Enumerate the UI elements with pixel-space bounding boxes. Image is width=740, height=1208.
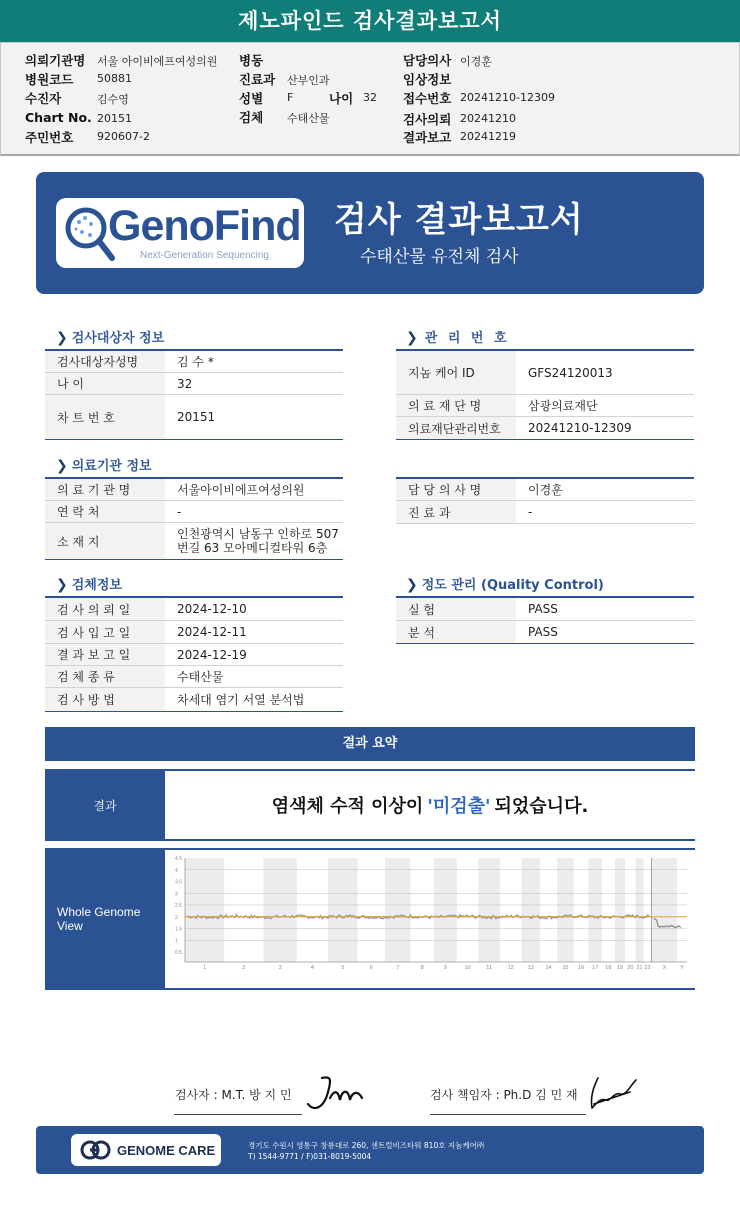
patient-info-box [0,42,740,156]
management-section-title: ❯ 관 리 번 호 [406,330,510,346]
report-date-label: 결과보고 [403,130,452,145]
ward-label: 병동 [239,53,264,68]
x-tick-label: 6 [369,965,373,971]
banner-title: 검사 결과보고서 [334,200,584,240]
x-tick-label: 11 [486,965,493,971]
x-tick-label: 14 [545,965,552,971]
table-row: 나 이 32 [45,373,343,395]
qc-section-title: ❯ 정도 관리 (Quality Control) [406,577,604,593]
age-value: 32 [363,91,377,104]
director-signature-icon [584,1072,640,1116]
chromosome-band [589,858,602,962]
sex-value: F [287,91,294,104]
chromosome-band [263,858,296,962]
y-tick-label: 2 [175,914,178,921]
specimen-label: 검체 [239,110,264,125]
chromosome-band [385,858,410,962]
doctor-value: 이경훈 [460,55,492,68]
table-row: 결 과 보 고 일 2024-12-19 [45,644,343,666]
whole-genome-chart [165,850,695,988]
x-tick-label: 8 [420,965,424,971]
genome-care-logo [71,1134,221,1166]
table-row: 검 사 방 법 차세대 염기 서열 분석법 [45,688,343,711]
y-tick-label: 4.5 [175,856,182,862]
whole-genome-box [45,848,695,990]
doctor-label: 담당의사 [403,53,452,68]
hospital-code-value: 50881 [97,72,132,85]
x-tick-label: 3 [278,965,282,971]
summary-title: 결과 요약 [45,727,695,761]
table-row: 의 료 재 단 명 삼광의료재단 [396,395,694,417]
chromosome-band [185,858,224,962]
x-tick-label: Y [680,965,684,971]
qc-table [396,596,694,644]
hospital-code-label: 병원코드 [25,72,74,87]
specimen-table [45,596,343,712]
x-tick-label: 4 [310,965,314,971]
table-row: 검사대상자성명 김 수 * [45,351,343,373]
resident-label: 주민번호 [25,130,74,145]
y-tick-label: 3.5 [175,879,182,886]
x-tick-label: 13 [527,965,534,971]
x-tick-label: 19 [616,965,623,971]
x-tick-label: 2 [242,965,246,971]
x-tick-label: 21 [636,965,643,971]
institution-value: 서울 아이비에프여성의원 [97,55,218,68]
x-tick-label: 18 [605,965,612,971]
table-row: 연 락 처 - [45,501,343,523]
dept-label: 진료과 [239,72,276,87]
subject-table [45,349,343,440]
table-row: 실 험 PASS [396,598,694,621]
director-signature-label: 검사 책임자 : Ph.D 김 민 재 [430,1088,578,1102]
management-table [396,349,694,440]
chromosome-band [434,858,457,962]
logo-subtitle: Next-Generation Sequencing [140,250,269,261]
chromosome-band [521,858,539,962]
logo-text: GenoFind [108,202,301,250]
chromosome-band [557,858,573,962]
banner-subtitle: 수태산물 유전체 검사 [360,247,519,267]
specimen-value: 수태산물 [287,112,330,125]
chevron-right-icon: ❯ [56,458,68,474]
x-tick-label: 12 [507,965,514,971]
chart-no-value: 20151 [97,112,132,125]
x-tick-label: 5 [341,965,345,971]
table-row: 담 당 의 사 명 이경훈 [396,479,694,501]
x-tick-label: 15 [562,965,569,971]
x-tick-label: 17 [592,965,599,971]
resident-value: 920607-2 [97,130,150,143]
result-highlight: '미검출' [427,796,491,817]
genofind-banner [36,172,704,294]
y-tick-label: 0.5 [175,950,182,956]
chromosome-band [478,858,500,962]
result-label: 결과 [45,771,165,839]
dept-value: 산부인과 [287,74,330,87]
patient-value: 김수영 [97,93,129,106]
chromosome-band [615,858,625,962]
chromosome-band [636,858,644,962]
table-row: 의 료 기 관 명 서울아이비에프여성의원 [45,479,343,501]
chevron-right-icon: ❯ [406,330,421,346]
chevron-right-icon: ❯ [56,330,68,346]
table-row: 소 재 지 인천광역시 남동구 인하로 507번길 63 모아메디컬타워 6층 [45,523,343,559]
tester-signature-label: 검사자 : M.T. 방 지 민 [175,1088,292,1102]
y-tick-label: 1 [175,938,178,945]
tester-signature-icon [300,1072,370,1116]
clinical-label: 임상정보 [403,72,452,87]
x-tick-label: 16 [578,965,585,971]
age-label: 나이 [329,91,354,106]
genome-care-text: GENOME CARE [117,1143,216,1158]
table-row: 분 석 PASS [396,621,694,643]
chromosome-band [652,858,677,962]
x-tick-label: 22 [644,965,651,971]
chart-no-label: Chart No. [25,110,92,125]
reception-label: 접수번호 [403,91,452,106]
whole-genome-label: Whole Genome View [45,850,165,988]
genofind-logo [56,198,304,268]
institution-right-table [396,477,694,524]
institution-section-title: ❯ 의료기관 정보 [56,458,152,474]
tester-signature-line [174,1114,302,1115]
table-row: 검 사 의 뢰 일 2024-12-10 [45,598,343,621]
report-title: 제노파인드 검사결과보고서 [0,0,740,42]
table-row: 검 체 종 류 수태산물 [45,666,343,688]
result-text: 염색체 수적 이상이 '미검출' 되었습니다. [165,771,695,839]
y-tick-label: 3 [175,891,178,898]
y-tick-label: 4 [175,867,178,874]
subject-section-title: ❯ 검사대상자 정보 [56,330,165,346]
chevron-right-icon: ❯ [56,577,68,593]
request-value: 20241210 [460,112,516,125]
chevron-right-icon: ❯ [406,577,418,593]
table-row: 검 사 입 고 일 2024-12-11 [45,621,343,644]
x-tick-label: 10 [464,965,471,971]
request-label: 검사의뢰 [403,112,452,127]
specimen-section-title: ❯ 검체정보 [56,577,122,593]
footer-address: 경기도 수원시 영통구 창룡대로 260, 센트럴비즈타워 810호 지놈케어㈜ T) 1544-9771 / F)031-8019-5004 [248,1141,485,1161]
chromosome-band [328,858,357,962]
x-tick-label: 1 [203,965,207,971]
y-tick-label: 2.5 [175,903,182,909]
x-tick-label: 9 [443,965,447,971]
director-signature-line [430,1114,586,1115]
institution-label: 의뢰기관명 [25,53,86,68]
footer [36,1126,704,1174]
x-tick-label: X [662,965,667,971]
y-tick-label: 1.5 [175,926,182,933]
x-tick-label: 20 [627,965,634,971]
table-row: 차 트 번 호 20151 [45,395,343,439]
report-date-value: 20241219 [460,130,516,143]
institution-table [45,477,343,560]
table-row: 지놈 케어 ID GFS24120013 [396,351,694,395]
reception-value: 20241210-12309 [460,91,555,104]
table-row: 의료재단관리번호 20241210-12309 [396,417,694,439]
genome-care-icon [79,1139,113,1161]
patient-label: 수진자 [25,91,62,106]
sex-label: 성별 [239,91,264,106]
x-tick-label: 7 [396,965,400,971]
table-row: 진 료 과 - [396,501,694,523]
result-box [45,769,695,841]
